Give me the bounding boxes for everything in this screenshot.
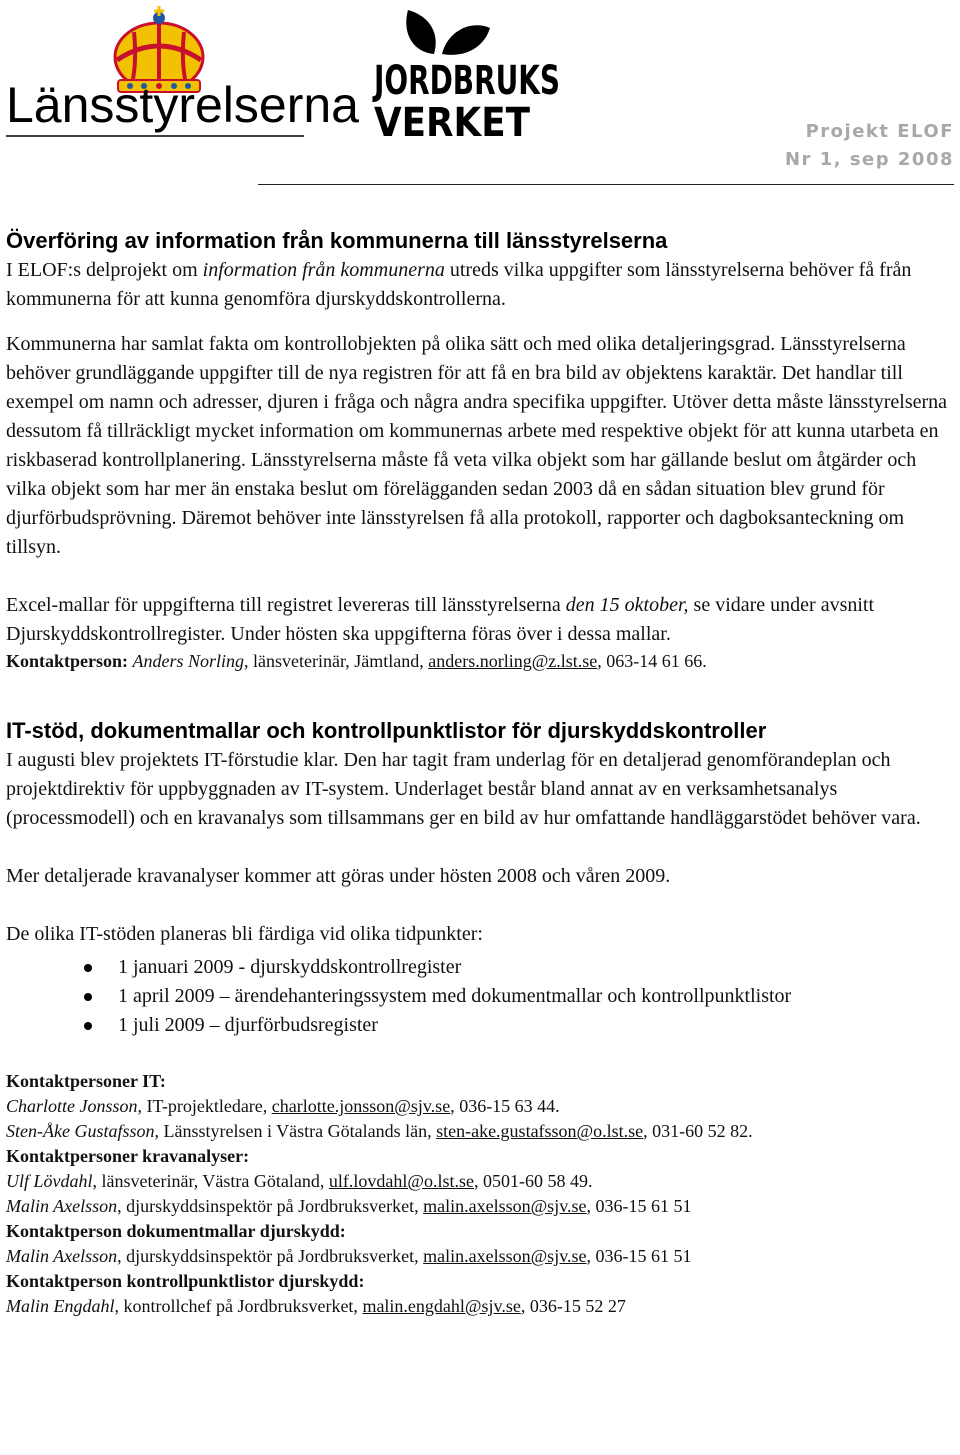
timeline-list [6, 953, 956, 1040]
issue-info [785, 118, 954, 174]
paragraph: I ELOF:s delprojekt om information från kommunerna utreds vilka uppgifter som länsstyrelserna behöver få från kommunerna för att kunna genomföra djurskyddskontrollerna. [6, 259, 912, 310]
paragraph: Excel-mallar för uppgifterna till registret levereras till länsstyrelserna den 15 oktober, se vidare under avsnitt Djurskyddskontrollregister. Under hösten ska uppgifterna föras över i dessa mallar. [6, 594, 875, 645]
main-content [6, 226, 956, 1319]
bullet-icon [84, 964, 92, 972]
project-name: Projekt ELOF [805, 121, 954, 142]
contact-line: Malin Axelsson, djurskyddsinspektör på Jordbruksverket, malin.axelsson@sjv.se, 036-15 61 51 [6, 1196, 692, 1216]
contact-line: Malin Axelsson, djurskyddsinspektör på Jordbruksverket, malin.axelsson@sjv.se, 036-15 61 51 [6, 1246, 692, 1266]
contact-line: Ulf Lövdahl, länsveterinär, Västra Götaland, ulf.lovdahl@o.lst.se, 0501-60 58 49. [6, 1171, 593, 1191]
header-divider [258, 184, 954, 185]
contact-line: Charlotte Jonsson, IT-projektledare, charlotte.jonsson@sjv.se, 036-15 63 44. [6, 1096, 560, 1116]
lansstyrelserna-logo [4, 2, 359, 140]
svg-text:VERKET: VERKET [374, 100, 531, 146]
page-header [0, 0, 960, 190]
email-link[interactable]: sten-ake.gustafsson@o.lst.se [436, 1121, 644, 1141]
email-link[interactable]: ulf.lovdahl@o.lst.se [328, 1171, 474, 1191]
contact-line: Kontaktperson: Anders Norling, länsveterinär, Jämtland, anders.norling@z.lst.se, 063-14 61 66. [6, 651, 707, 671]
svg-text:JORDBRUKS: JORDBRUKS [371, 58, 560, 104]
paragraph: Kommunerna har samlat fakta om kontrollobjekten på olika sätt och med olika detaljeringsgrad. Länsstyrelserna behöver grundläggande uppgifter till de nya registren för att få en bra bild av objektens karaktär. Det handlar till exempel om namn och adresser, djuren i fråga och några andra specifika uppgifter. Utöver detta måste länsstyrelserna dessutom få tillräckligt mycket information om kommunernas arbete med respektive objekt för att kunna utarbeta en riskbaserad kontrollplanering. Länsstyrelserna måste få veta vilka objekt som har gällande beslut om åtgärder och vilka objekt som har mer än enstaka beslut om förelägganden sedan 2003 då en sådan situation blev grund för djurförbudsprövning. Däremot behöver inte länsstyrelsen få alla protokoll, rapporter och dagboksanteckning om tillsyn. [6, 333, 948, 558]
contact-line: Malin Engdahl, kontrollchef på Jordbruksverket, malin.engdahl@sjv.se, 036-15 52 27 [6, 1296, 626, 1316]
bullet-icon [84, 993, 92, 1001]
bullet-icon [84, 1022, 92, 1030]
jordbruksverket-logo [371, 2, 562, 146]
contacts-label: Kontaktpersoner IT: [6, 1071, 166, 1091]
contacts-block [6, 1069, 956, 1319]
contacts-label: Kontaktpersoner kravanalyser: [6, 1146, 250, 1166]
paragraph: Mer detaljerade kravanalyser kommer att göras under hösten 2008 och våren 2009. [6, 865, 671, 887]
email-link[interactable]: malin.axelsson@sjv.se [423, 1246, 587, 1266]
list-item: 1 juli 2009 – djurförbudsregister [6, 1011, 956, 1040]
section-heading-it-stod: IT-stöd, dokumentmallar och kontrollpunktlistor för djurskyddskontroller [6, 718, 767, 743]
contacts-label: Kontaktperson dokumentmallar djurskydd: [6, 1221, 346, 1241]
paragraph: I augusti blev projektets IT-förstudie klar. Den har tagit fram underlag för en detaljerad genomförandeplan och projektdirektiv för uppbyggnaden av IT-system. Underlaget består bland annat av en verksamhetsanalys (processmodell) och en kravanalys som tillsammans ger en bild av hur omfattande handläggarstödet behöver vara. [6, 749, 921, 829]
svg-text:Länsstyrelserna: Länsstyrelserna [6, 77, 359, 133]
list-item: 1 april 2009 – ärendehanteringssystem med dokumentmallar och kontrollpunktlistor [6, 982, 956, 1011]
list-item: 1 januari 2009 - djurskyddskontrollregister [6, 953, 956, 982]
issue-number: Nr 1, sep 2008 [784, 149, 954, 170]
email-link[interactable]: malin.axelsson@sjv.se [423, 1196, 587, 1216]
email-link[interactable]: malin.engdahl@sjv.se [362, 1296, 521, 1316]
email-link[interactable]: charlotte.jonsson@sjv.se [271, 1096, 451, 1116]
email-link[interactable]: anders.norling@z.lst.se [428, 651, 598, 671]
section-heading-information: Överföring av information från kommunerna till länsstyrelserna [6, 228, 668, 253]
paragraph: De olika IT-stöden planeras bli färdiga vid olika tidpunkter: [6, 923, 483, 945]
contact-line: Sten-Åke Gustafsson, Länsstyrelsen i Västra Götalands län, sten-ake.gustafsson@o.lst.se, 031-60 52 82. [6, 1121, 753, 1141]
contacts-label: Kontaktperson kontrollpunktlistor djurskydd: [6, 1271, 365, 1291]
leaf-icon [406, 10, 490, 55]
